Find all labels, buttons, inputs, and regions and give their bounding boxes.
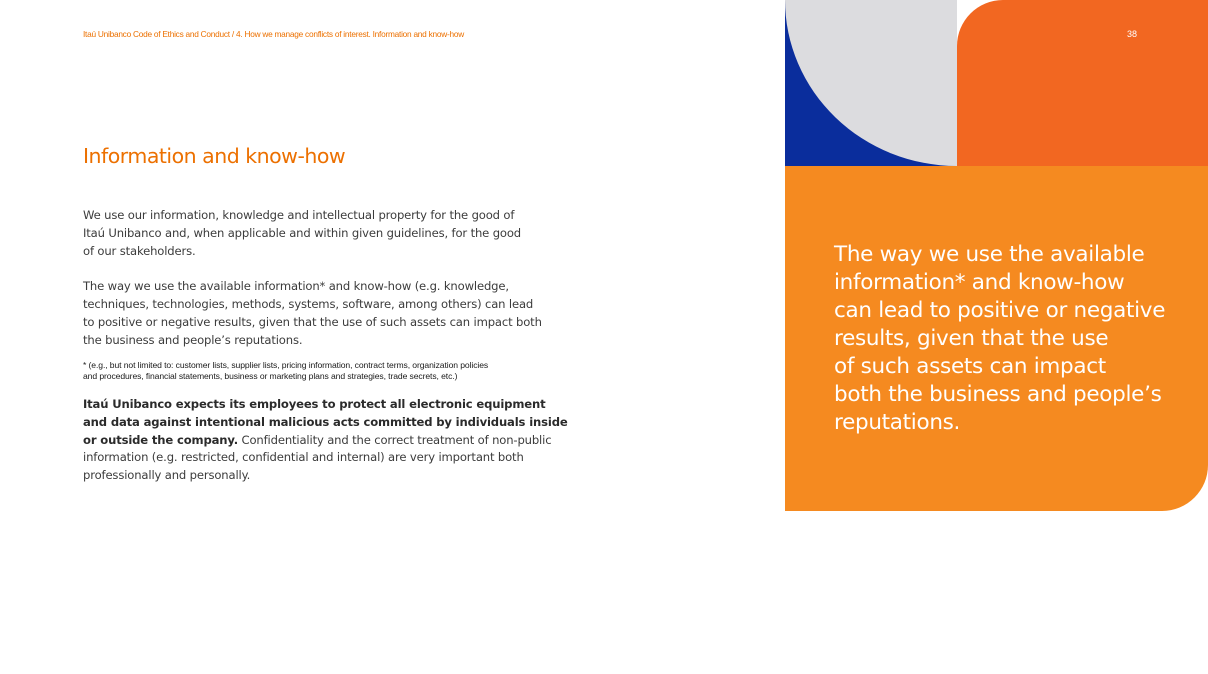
breadcrumb: Itaú Unibanco Code of Ethics and Conduct / 4. How we manage conflicts of interest. Information and know-how	[83, 29, 464, 39]
protection-paragraph	[83, 396, 573, 485]
section-title: Information and know-how	[83, 144, 346, 168]
body-text-column	[83, 207, 573, 485]
page-number: 38	[1127, 29, 1138, 39]
pull-quote: The way we use the available information* and know-how can lead to positive or negative results, given that the use of such assets can impact both the business and people’s reputations.	[834, 242, 1166, 435]
protection-paragraph-bold: Itaú Unibanco expects its employees to protect all electronic equipment and data against intentional malicious acts committed by individuals inside or outside the company.	[83, 396, 568, 447]
decor-orange-top-block	[957, 0, 1208, 166]
intro-paragraph: We use our information, knowledge and intellectual property for the good of Itaú Unibanco and, when applicable and within given guidelines, for the good of our stakeholders.	[83, 208, 521, 258]
protection-paragraph-rest: Confidentiality and the correct treatment of non-public information (e.g. restricted, confidential and internal) are very important both professionally and personally.	[83, 432, 552, 483]
usage-paragraph: The way we use the available information* and know-how (e.g. knowledge, techniques, technologies, methods, systems, software, among others) can lead to positive or negative results, given that the use of such assets can impact both the business and people’s reputations.	[83, 279, 542, 347]
footnote: * (e.g., but not limited to: customer lists, supplier lists, pricing information, contract terms, organization policies and procedures, financial statements, business or marketing plans and strategies, trade secrets, etc.)	[83, 359, 489, 381]
